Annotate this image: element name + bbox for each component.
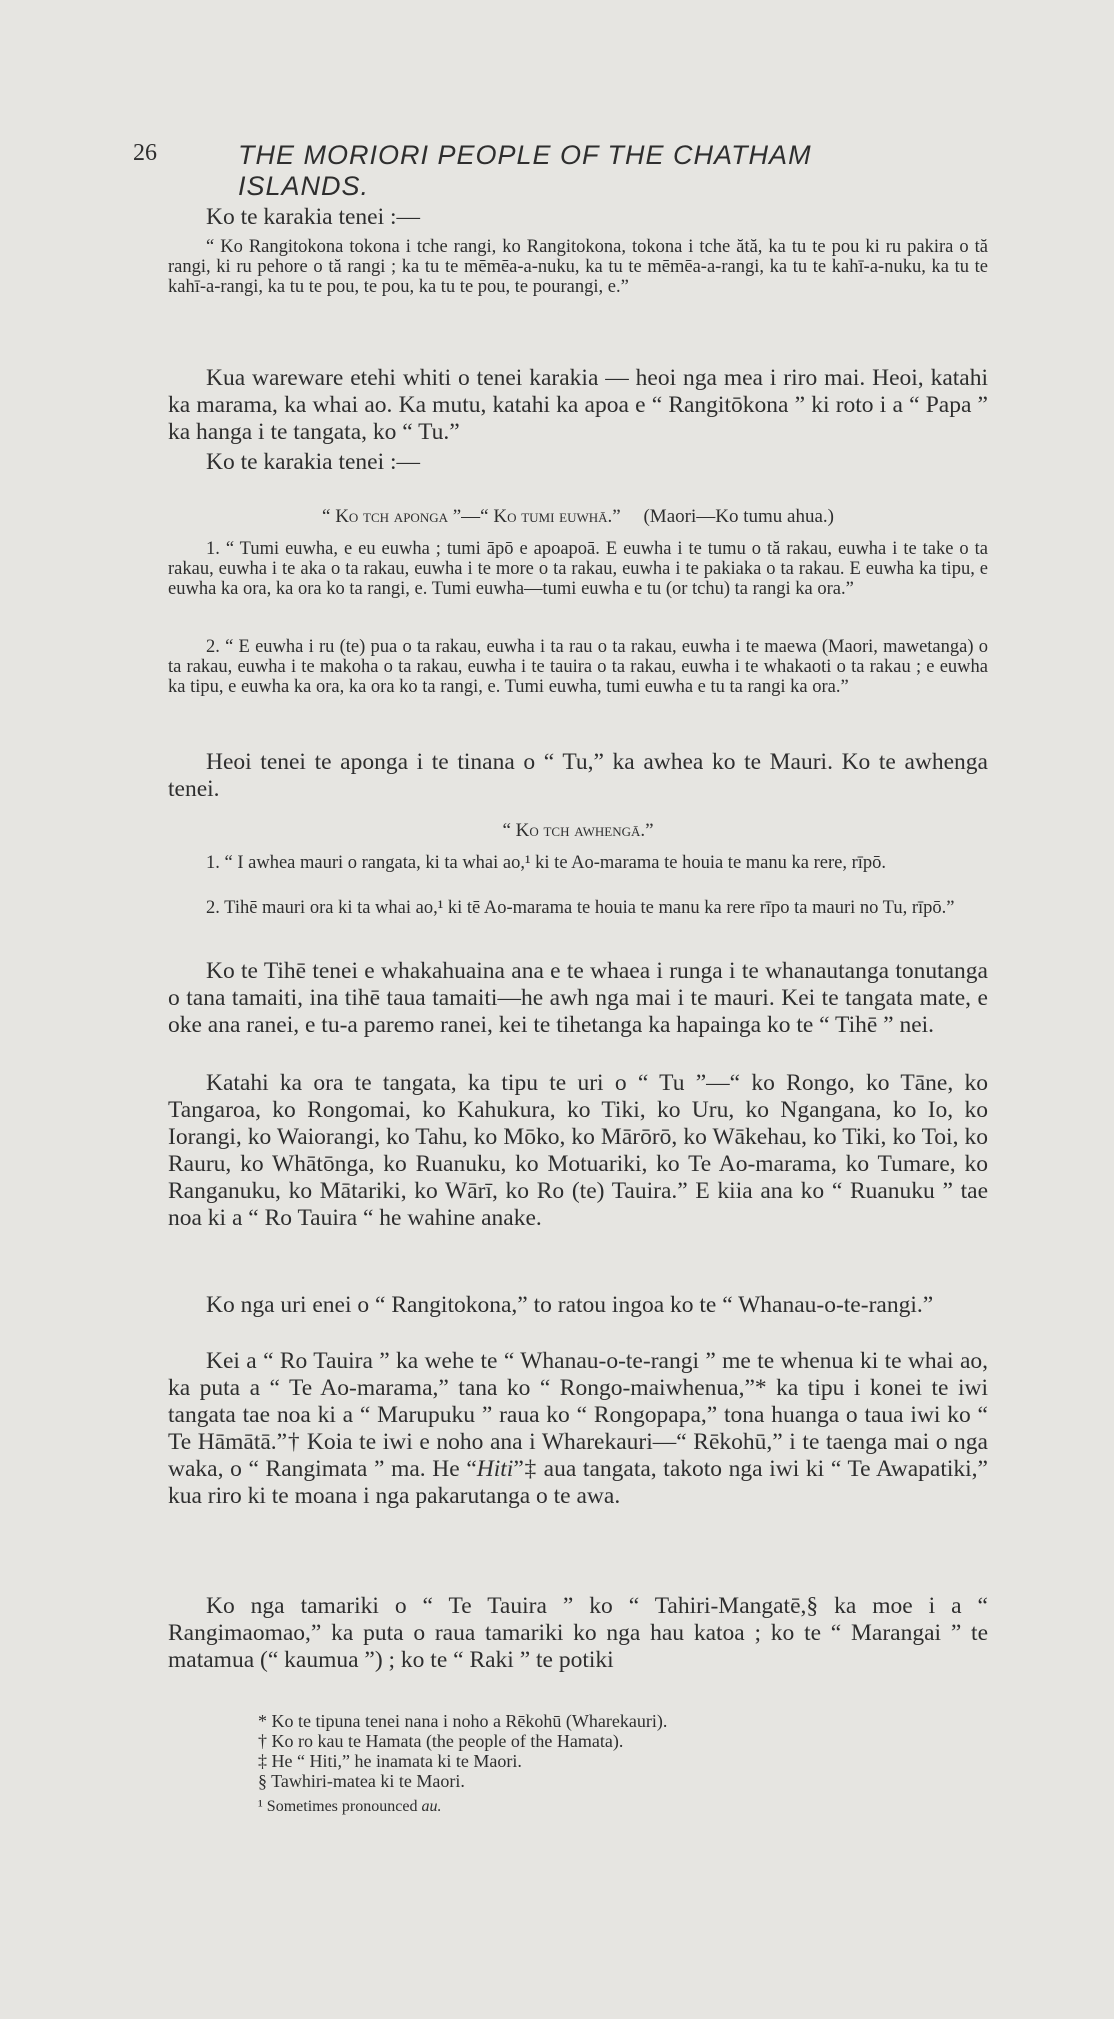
- verse-1: 1. “ Tumi euwha, e eu euwha ; tumi āpō e apoapoā. E euwha i te tumu o tă rakau, euwha i te take o ta rakau, euwha i te aka o ta rakau, euwha i te more o ta rakau, euwha i te pakiaka o ta rakau. E euwha ka tipu, e euwha ka ora, ka ora ko ta rangi, e. Tumi euwha—tumi euwha e tu (or tchu) ta rangi ka ora.”: [168, 539, 988, 599]
- verse-awhea-1: 1. “ I awhea mauri o rangata, ki ta whai ao,¹ ki te Ao-marama te houia te manu ka rere, rīpō.: [206, 853, 887, 873]
- intro-line: Ko te karakia tenei :—: [206, 204, 421, 230]
- heading-aponga-title: “ Ko tch aponga ”—“ Ko tumi euwhā.”: [322, 506, 621, 527]
- paragraph-ro-tauira: [168, 1348, 988, 1510]
- footnote-star: * Ko te tipuna tenei nana i noho a Rēkohū (Wharekauri).: [258, 1711, 668, 1731]
- verse-awhea-2: 2. Tihē mauri ora ki ta whai ao,¹ ki tē Ao-marama te houia te manu ka rere rīpo ta mauri no Tu, rīpō.”: [206, 898, 955, 918]
- footnotes: [168, 1711, 988, 1817]
- hiti-term: Hiti: [476, 1456, 514, 1482]
- intro-line-2: Ko te karakia tenei :—: [206, 449, 421, 475]
- paragraph-tihe: Ko te Tihē tenei e whakahuaina ana e te whaea i runga i te whanautanga tonutanga o tana tamaiti, ina tihē taua tamaiti—he awh nga mai i te mauri. Kei te tangata mate, e oke ana ranei, e tu-a paremo ranei, kei te tihetanga ka hapainga ko te “ Tihē ” nei.: [168, 958, 988, 1038]
- footnote-1-text: ¹ Sometimes pronounced: [258, 1798, 418, 1815]
- page-header: [133, 140, 923, 201]
- page-number: 26: [133, 140, 157, 166]
- footnote-section: § Tawhiri-matea ki te Maori.: [258, 1771, 465, 1791]
- heading-aponga-note: (Maori—Ko tumu ahua.): [643, 506, 834, 527]
- running-title: THE MORIORI PEOPLE OF THE CHATHAM ISLANDS.: [238, 140, 812, 201]
- ro-tauira-text-a: Kei a “ Ro Tauira ” ka wehe te “ Whanau-o-te-rangi ” me te whenua ki te whai ao, ka puta a “ Te Ao-marama,” tana ko “ Rongo-maiwhenua,”* ka tipu i konei te iwi tangata tae noa ki a “ Marupuku ” raua ko “ Rongopapa,” tona huanga o taua iwi ko “ Te Hāmātā.”† Koia te iwi e noho ana i Wharekauri—“ Rēkohū,” i te taenga mai o nga waka, o “ Rangimata ” ma. He “: [168, 1348, 988, 1482]
- paragraph-uri-o-tu: Katahi ka ora te tangata, ka tipu te uri o “ Tu ”—“ ko Rongo, ko Tāne, ko Tangaroa, ko Rongomai, ko Kahukura, ko Tiki, ko Uru, ko Ngangana, ko Io, ko Iorangi, ko Waiorangi, ko Tahu, ko Mōko, ko Mārōrō, ko Wākehau, ko Tiki, ko Toi, ko Rauru, ko Whātōnga, ko Ruanuku, ko Motuariki, ko Te Ao-marama, ko Tumare, ko Ranganuku, ko Mātariki, ko Wārī, ko Ro (te) Tauira.” E kiia ana ko “ Ruanuku ” tae noa ki a “ Ro Tauira “ he wahine anake.: [168, 1070, 988, 1231]
- paragraph-aponga: Heoi tenei te aponga i te tinana o “ Tu,” ka awhea ko te Mauri. Ko te awhenga tenei.: [168, 749, 988, 802]
- paragraph-tamariki: Ko nga tamariki o “ Te Tauira ” ko “ Tahiri-Mangatē,§ ka moe i a “ Rangimaomao,” ka puta o raua tamariki ko nga hau katoa ; ko te “ Marangai ” te matamua (“ kaumua ”) ; ko te “ Raki ” te potiki: [168, 1593, 988, 1673]
- ro-tauira-text-b: ”‡ aua tangata, takoto nga iwi ki “ Te Awapatiki,” kua riro ki te moana i nga pakarutanga o te awa.: [168, 1456, 988, 1509]
- paragraph-rangitokona: Ko nga uri enei o “ Rangitokona,” to ratou ingoa ko te “ Whanau-o-te-rangi.”: [206, 1292, 934, 1318]
- section-heading-aponga: [168, 506, 988, 528]
- verse-2: 2. “ E euwha i ru (te) pua o ta rakau, euwha i ta rau o ta rakau, euwha i te maewa (Maori, mawetanga) o ta rakau, euwha i te makoha o ta rakau, euwha i te tauira o ta rakau, euwha i te whakaoti o ta rakau ; e euwha ka tipu, e euwha ka ora, ka ora ko ta rangi, e. Tumi euwha, tumi euwha e tu ta rangi ka ora.”: [168, 637, 988, 697]
- footnote-double-dagger: ‡ He “ Hiti,” he inamata ki te Maori.: [258, 1751, 522, 1771]
- chant-rangitokona: “ Ko Rangitokona tokona i tche rangi, ko Rangitokona, tokona i tche ătă, ka tu te pou ki ru pakira o tă rangi, ki ru pehore o tă rangi ; ka tu te mēmēa-a-nuku, ka tu te mēmēa-a-rangi, ka tu te kahī-a-nuku, ka tu te kahī-a-rangi, ka tu te pou, te pou, ka tu te pou, te pourangi, e.”: [168, 237, 988, 297]
- footnote-dagger: † Ko ro kau te Hamata (the people of the Hamata).: [258, 1731, 624, 1751]
- footnote-1-term: au.: [421, 1798, 442, 1815]
- footnote-1: [168, 1797, 988, 1817]
- section-heading-awhenga: “ Ko tch awhengā.”: [502, 820, 654, 841]
- paragraph-wareware: Kua wareware etehi whiti o tenei karakia — heoi nga mea i riro mai. Heoi, katahi ka marama, ka whai ao. Ka mutu, katahi ka apoa e “ Rangitōkona ” ki roto i a “ Papa ” ka hanga i te tangata, ko “ Tu.”: [168, 365, 988, 445]
